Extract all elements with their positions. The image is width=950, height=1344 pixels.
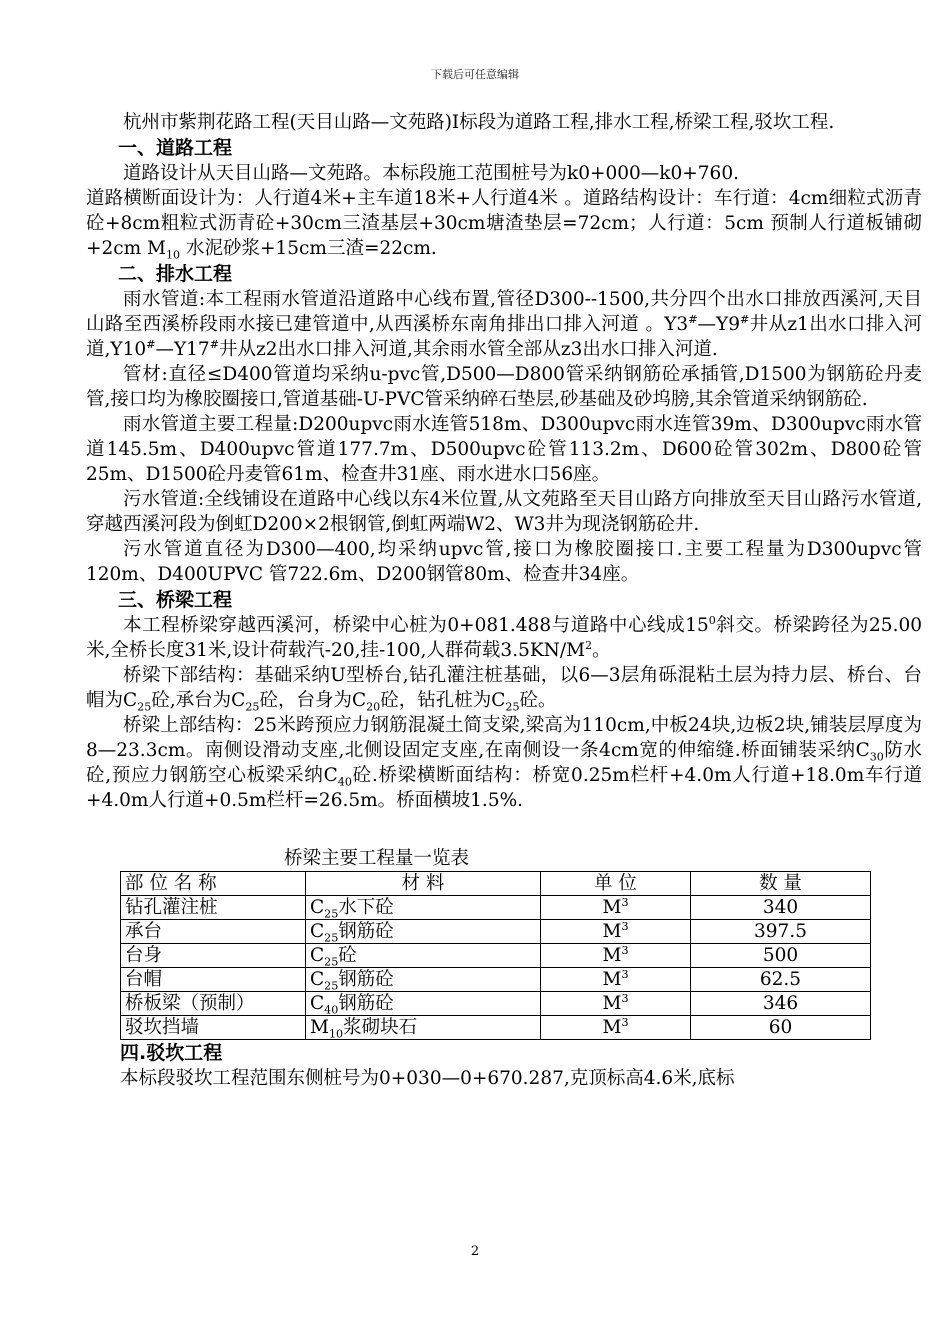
header-note: 下载后可任意编辑: [431, 68, 519, 81]
row-name-cell: 驳坎挡墙: [121, 1016, 306, 1040]
table-row: [121, 944, 871, 968]
intro-paragraph: 杭州市紫荆花路工程(天目山路—文苑路)Ⅰ标段为道路工程,排水工程,桥梁工程,驳坎工程.: [123, 112, 835, 133]
table-header-cell: 部 位 名 称: [121, 872, 306, 896]
table-row: [121, 992, 871, 1016]
row-material-cell: $C_{40}$钢筋砼: [306, 992, 541, 1016]
row-name-cell: 桥板梁（预制）: [121, 992, 306, 1016]
row-name-cell: 台身: [121, 944, 306, 968]
row-unit-cell: $M^3$: [541, 920, 691, 944]
row-material-cell: $C_{25}$水下砼: [306, 896, 541, 920]
table-row: [121, 1016, 871, 1040]
table-header-cell: 材 料: [306, 872, 541, 896]
section-1-paragraph-1: 道路设计从天目山路—文苑路。本标段施工范围桩号为k0+000—k0+760.: [123, 163, 739, 184]
table-header-row: [121, 872, 871, 896]
section-4-heading: 四.驳坎工程: [120, 1042, 223, 1064]
row-quantity-cell: 60: [691, 1016, 871, 1040]
page-number: 2: [470, 1244, 480, 1259]
row-unit-cell: $M^3$: [541, 968, 691, 992]
section-1-heading: 一、道路工程: [118, 137, 233, 159]
row-quantity-cell: 397.5: [691, 920, 871, 944]
section-3-paragraph-2: 桥梁下部结构：基础采纳U型桥台,钻孔灌注桩基础，以6—3层角砾混粘土层为持力层、桥台、台帽为$C_{25}$砼,承台为$C_{25}$砼，台身为$C_{20}$砼，钻孔桩为$C_{25}$砼。: [86, 665, 922, 714]
section-2-paragraph-1: 雨水管道:本工程雨水管道沿道路中心线布置,管径D300--1500,共分四个出水口排放西溪河,天目山路至西溪桥段雨水接已建管道中,从西溪桥东南角排出口排入河道 。Y3#—Y9#井从z1出水口排入河道,Y10#—Y17#井从z2出水口排入河道,其余雨水管全部从z3出水口排入河道.: [86, 289, 922, 360]
table-header-cell: 数 量: [691, 872, 871, 896]
row-name-cell: 台帽: [121, 968, 306, 992]
row-quantity-cell: 500: [691, 944, 871, 968]
row-name-cell: 钻孔灌注桩: [121, 896, 306, 920]
row-material-cell: $C_{25}$钢筋砼: [306, 968, 541, 992]
table-header-cell: 单 位: [541, 872, 691, 896]
table-title: 桥梁主要工程量一览表: [284, 848, 470, 869]
section-3-paragraph-1: 本工程桥梁穿越西溪河，桥梁中心桩为0+081.488与道路中心线成$15^0$斜交。桥梁跨径为25.00米,全桥长度31米,设计荷载汽-20,挂-100,人群荷载$3.5KN/M^2$。: [86, 613, 922, 661]
table-row: [121, 896, 871, 920]
row-material-cell: $M_{10}$浆砌块石: [306, 1016, 541, 1040]
section-2-paragraph-3: 雨水管道主要工程量:D200upvc雨水连管518m、D300upvc雨水连管39m、D300upvc雨水管道145.5m、D400upvc管道177.7m、D500upvc砼管113.2m、D600砼管302m、D800砼管25m、D1500砼丹麦管61m、检查井31座、雨水进水口56座。: [86, 414, 922, 485]
table-row: [121, 968, 871, 992]
row-unit-cell: $M^3$: [541, 896, 691, 920]
row-unit-cell: $M^3$: [541, 1016, 691, 1040]
row-unit-cell: $M^3$: [541, 944, 691, 968]
section-2-heading: 二、排水工程: [118, 263, 233, 285]
section-1-paragraph-2: 道路横断面设计为：人行道4米+主车道18米+人行道4米 。道路结构设计：车行道：4cm细粒式沥青砼+8cm粗粒式沥青砼+30cm三渣基层+30cm塘渣垫层=72cm；人行道：5cm 预制人行道板铺砌+2cm $M_{10}$ 水泥砂浆+15cm三渣=22cm.: [86, 188, 922, 262]
section-2-paragraph-4: 污水管道:全线铺设在道路中心线以东4米位置,从文苑路至天目山路方向排放至天目山路污水管道,穿越西溪河段为倒虹D200×2根钢管,倒虹两端W2、W3井为现浇钢筋砼井.: [86, 489, 922, 535]
bridge-quantity-table: [120, 871, 871, 1040]
row-quantity-cell: 340: [691, 896, 871, 920]
section-3-paragraph-3: 桥梁上部结构：25米跨预应力钢筋混凝土简支梁,梁高为110cm,中板24块,边板2块,铺装层厚度为8—23.3cm。南侧设滑动支座,北侧设固定支座,在南侧设一条4cm宽的伸缩缝.桥面铺装采纳$C_{30}$防水砼,预应力钢筋空心板梁采纳$C_{40}$砼.桥梁横断面结构：桥宽0.25m栏杆+4.0m人行道+18.0m车行道+4.0m人行道+0.5m栏杆=26.5m。桥面横坡1.5%.: [86, 715, 922, 811]
row-material-cell: $C_{25}$钢筋砼: [306, 920, 541, 944]
row-name-cell: 承台: [121, 920, 306, 944]
row-quantity-cell: 62.5: [691, 968, 871, 992]
section-3-heading: 三、桥梁工程: [118, 589, 233, 611]
table-body: [121, 896, 871, 1040]
table-row: [121, 920, 871, 944]
row-quantity-cell: 346: [691, 992, 871, 1016]
row-material-cell: $C_{25}$砼: [306, 944, 541, 968]
document-body: [86, 110, 922, 1091]
row-unit-cell: $M^3$: [541, 992, 691, 1016]
section-2-paragraph-2: 管材:直径≤D400管道均采纳u-pvc管,D500—D800管采纳钢筋砼承插管,D1500为钢筋砼丹麦管,接口均为橡胶圈接口,管道基础-U-PVC管采纳碎石垫层,砂基础及砂坞膀,其余管道采纳钢筋砼.: [86, 364, 922, 410]
section-2-paragraph-5: 污水管道直径为D300—400,均采纳upvc管,接口为橡胶圈接口.主要工程量为D300upvc管120m、D400UPVC 管722.6m、D200钢管80m、检查井34座。: [86, 539, 922, 585]
section-4-paragraph-1: 本标段驳坎工程范围东侧桩号为0+030—0+670.287,克顶标高4.6米,底标: [120, 1068, 735, 1089]
